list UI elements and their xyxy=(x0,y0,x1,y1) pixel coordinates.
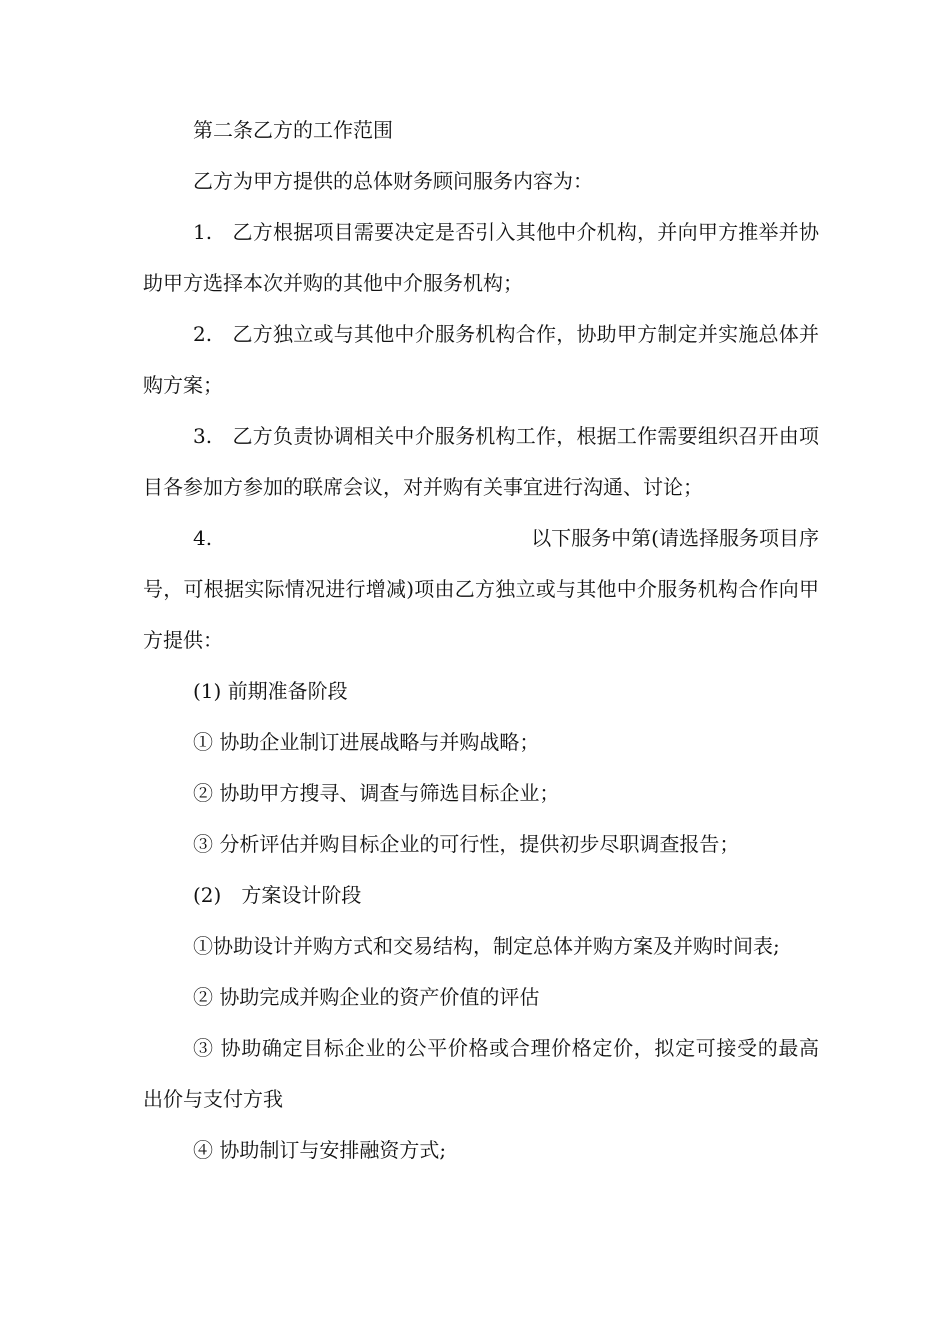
list-item-3: 3. 乙方负责协调相关中介服务机构工作，根据工作需要组织召开由项目各参加方参加的联席会议，对并购有关事宜进行沟通、讨论； xyxy=(143,424,819,499)
phase-1-item-3: ③ 分析评估并购目标企业的可行性，提供初步尽职调查报告； xyxy=(193,832,740,856)
document-page xyxy=(143,105,819,1176)
phase-2-heading: (2) 方案设计阶段 xyxy=(193,883,362,907)
phase-1-item-1: ① 协助企业制订进展战略与并购战略； xyxy=(193,730,540,754)
phase-2-item-4: ④ 协助制订与安排融资方式; xyxy=(193,1138,447,1162)
list-item-2: 2. 乙方独立或与其他中介服务机构合作，协助甲方制定并实施总体并购方案； xyxy=(143,322,819,397)
list-item-1: 1. 乙方根据项目需要决定是否引入其他中介机构，并向甲方推举并协助甲方选择本次并购的其他中介服务机构； xyxy=(143,220,819,295)
phase-1-item-2: ② 协助甲方搜寻、调查与筛选目标企业； xyxy=(193,781,560,805)
list-item-4-first-line-text: 以下服务中第(请选择服务项目序 xyxy=(531,526,819,550)
section-heading: 第二条乙方的工作范围 xyxy=(193,118,393,142)
list-item-4-first-line xyxy=(143,513,819,564)
intro-paragraph: 乙方为甲方提供的总体财务顾问服务内容为： xyxy=(193,169,593,193)
phase-1-heading: (1) 前期准备阶段 xyxy=(193,679,348,703)
phase-2-item-2: ② 协助完成并购企业的资产价值的评估 xyxy=(193,985,540,1009)
list-item-4-number: 4. xyxy=(193,526,213,550)
phase-2-item-3: ③ 协助确定目标企业的公平价格或合理价格定价，拟定可接受的最高出价与支付方我 xyxy=(143,1036,819,1111)
list-item-4-continuation: 号，可根据实际情况进行增减)项由乙方独立或与其他中介服务机构合作向甲方提供： xyxy=(143,577,819,652)
phase-2-item-1: ①协助设计并购方式和交易结构，制定总体并购方案及并购时间表; xyxy=(193,934,780,958)
